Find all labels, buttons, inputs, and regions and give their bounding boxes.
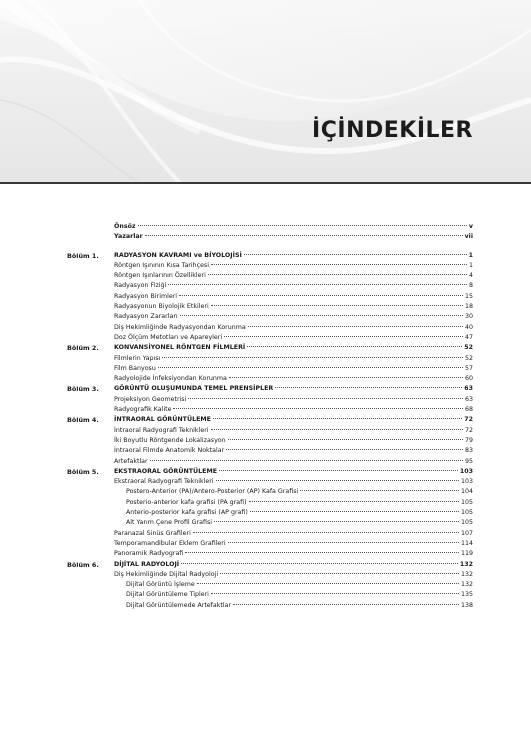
toc-entry — [114, 343, 473, 353]
entry-title: Röntgen Işınlarının Özellikleri — [114, 272, 206, 280]
toc-entry — [114, 312, 473, 322]
section-row — [0, 549, 531, 559]
section-row — [0, 364, 531, 374]
section-row — [0, 539, 531, 549]
section-row — [0, 405, 531, 415]
section-row — [0, 354, 531, 364]
chapter-number: Bölüm 5. — [67, 467, 99, 476]
chapter-row — [0, 251, 531, 261]
entry-title: Radyasyonun Biyolojik Etkileri — [114, 303, 209, 311]
dot-leader — [214, 521, 459, 522]
entry-title: Artefaktlar — [114, 457, 148, 465]
entry-title: Radyasyon Birimleri — [114, 292, 178, 300]
dot-leader — [211, 593, 459, 594]
page-number: 63 — [464, 395, 473, 403]
section-row — [0, 292, 531, 302]
page-number: vii — [464, 233, 473, 241]
page-number: 63 — [464, 385, 473, 393]
section-row — [0, 446, 531, 456]
dot-leader — [173, 408, 463, 409]
toc-entry — [114, 570, 473, 580]
dot-leader — [179, 295, 463, 296]
section-row — [0, 601, 531, 611]
toc-entry — [114, 426, 473, 436]
header-divider — [0, 182, 531, 184]
toc-entry — [126, 580, 473, 590]
entry-title: Radyografik Kalite — [114, 406, 172, 414]
entry-title: Önsöz — [114, 223, 136, 230]
section-row — [0, 395, 531, 405]
section-row — [0, 302, 531, 312]
entry-title: Posterio-anterior kafa grafisi (PA grafi) — [126, 498, 247, 506]
toc-entry — [114, 539, 473, 549]
entry-title: EKSTRAORAL GÖRÜNTÜLEME — [114, 467, 218, 475]
section-row — [0, 518, 531, 528]
page-number: 79 — [464, 436, 473, 444]
entry-title: Postero-Anterior (PA)/Antero-Posterior (AP) Kafa Grafisi — [126, 488, 299, 496]
preface-row — [0, 222, 531, 232]
entry-title: Röntgen Işınının Kısa Tarihçesi — [114, 261, 210, 269]
section-row — [0, 508, 531, 518]
page-number: 1 — [468, 251, 473, 259]
toc-entry — [114, 560, 473, 570]
dot-leader — [158, 367, 463, 368]
dot-leader — [219, 470, 458, 471]
chapter-row — [0, 343, 531, 353]
page-number: 138 — [460, 601, 473, 609]
page-number: 83 — [464, 447, 473, 455]
dot-leader — [229, 377, 463, 378]
dot-leader — [138, 225, 467, 226]
page-number: 105 — [460, 498, 473, 506]
section-row — [0, 590, 531, 600]
decorative-wave-graphic — [0, 0, 531, 183]
page-number: 8 — [468, 282, 473, 290]
entry-title: Anterio-posterior kafa grafisi (AP grafi) — [126, 509, 248, 517]
dot-leader — [213, 418, 462, 419]
page-number: 47 — [464, 333, 473, 341]
toc-entry — [114, 529, 473, 539]
toc-entry — [114, 446, 473, 456]
section-row — [0, 312, 531, 322]
section-row — [0, 281, 531, 291]
chapter-row — [0, 467, 531, 477]
dot-leader — [233, 604, 459, 605]
page-number: 18 — [464, 303, 473, 311]
page-number: 105 — [460, 509, 473, 517]
section-row — [0, 487, 531, 497]
page-number: 103 — [460, 478, 473, 486]
entry-title: Filmlerin Yapısı — [114, 354, 161, 362]
entry-title: Paranazal Sinüs Grafileri — [114, 529, 191, 537]
toc-entry — [114, 384, 473, 394]
page-number: 57 — [464, 364, 473, 372]
page-number: v — [468, 223, 473, 230]
dot-leader — [208, 274, 467, 275]
page-number: 114 — [460, 539, 473, 547]
page-number: 68 — [464, 406, 473, 414]
page-number: 4 — [468, 272, 473, 280]
entry-title: İntraoral Radyografi Teknikleri — [114, 426, 209, 434]
toc-entry — [114, 281, 473, 291]
toc-entry — [114, 415, 473, 425]
toc-entry — [126, 590, 473, 600]
dot-leader — [275, 387, 462, 388]
preface-row — [0, 232, 531, 242]
dot-leader — [193, 532, 459, 533]
toc-entry — [114, 271, 473, 281]
entry-title: GÖRÜNTÜ OLUŞUMUNDA TEMEL PRENSİPLER — [114, 385, 274, 393]
entry-title: Doz Ölçüm Metotları ve Apareyleri — [114, 333, 223, 341]
dot-leader — [180, 315, 463, 316]
toc-entry — [114, 467, 473, 477]
entry-title: Dijital Görüntüleme Tipleri — [126, 591, 209, 599]
dot-leader — [197, 583, 459, 584]
page-number: 132 — [460, 581, 473, 589]
dot-leader — [211, 305, 463, 306]
entry-title: İntraoral Filmde Anatomik Noktalar — [114, 447, 225, 455]
entry-title: Projeksiyon Geometrisi — [114, 395, 187, 403]
chapter-number: Bölüm 4. — [67, 416, 99, 425]
toc-entry — [114, 323, 473, 333]
page-number: 52 — [464, 344, 473, 352]
entry-title: Yazarlar — [114, 233, 143, 241]
page-number: 103 — [459, 467, 473, 475]
entry-title: Radyasyon Fiziği — [114, 282, 167, 290]
toc-entry — [114, 302, 473, 312]
dot-leader — [188, 398, 463, 399]
toc-entry — [114, 549, 473, 559]
section-row — [0, 477, 531, 487]
entry-title: Ekstraoral Radyografi Teknikleri — [114, 478, 214, 486]
entry-title: Dijital Görüntü İşleme — [126, 581, 195, 589]
dot-leader — [250, 511, 459, 512]
section-row — [0, 426, 531, 436]
page-title: İÇİNDEKİLER — [312, 118, 473, 143]
toc-entry — [114, 292, 473, 302]
dot-leader — [249, 501, 459, 502]
toc-entry — [114, 405, 473, 415]
section-row — [0, 498, 531, 508]
page-number: 30 — [464, 313, 473, 321]
table-of-contents — [0, 222, 531, 611]
entry-title: Film Banyosu — [114, 364, 156, 372]
page-number: 40 — [464, 323, 473, 331]
toc-entry — [126, 487, 473, 497]
toc-entry — [126, 498, 473, 508]
dot-leader — [228, 542, 459, 543]
page-number: 1 — [468, 261, 473, 269]
entry-title: Temporamandibular Eklem Grafileri — [114, 539, 226, 547]
toc-entry — [114, 333, 473, 343]
dot-leader — [248, 326, 463, 327]
chapter-number: Bölüm 2. — [67, 344, 99, 353]
chapter-number: Bölüm 1. — [67, 251, 99, 260]
page-number: 60 — [464, 375, 473, 383]
page-header-banner — [0, 0, 531, 183]
page-number: 132 — [460, 570, 473, 578]
toc-entry — [114, 477, 473, 487]
entry-title: Alt Yarım Çene Profil Grafisi — [126, 519, 213, 527]
page-number: 107 — [460, 529, 473, 537]
entry-title: DİJİTAL RADYOLOJİ — [114, 560, 180, 568]
dot-leader — [211, 264, 467, 265]
toc-entry — [126, 601, 473, 611]
section-gap — [0, 243, 531, 251]
page-number: 104 — [460, 488, 473, 496]
section-row — [0, 436, 531, 446]
section-row — [0, 529, 531, 539]
chapter-number: Bölüm 3. — [67, 385, 99, 394]
entry-title: KONVANSİYONEL RÖNTGEN FİLMLERİ — [114, 344, 246, 352]
chapter-number: Bölüm 6. — [67, 560, 99, 569]
toc-entry — [114, 232, 473, 242]
toc-entry — [126, 518, 473, 528]
section-row — [0, 323, 531, 333]
toc-entry — [126, 508, 473, 518]
section-row — [0, 333, 531, 343]
page-number: 15 — [464, 292, 473, 300]
dot-leader — [150, 460, 463, 461]
toc-entry — [114, 395, 473, 405]
dot-leader — [181, 563, 458, 564]
entry-title: Radyolojide İnfeksiyondan Korunma — [114, 375, 227, 383]
page-number: 52 — [464, 354, 473, 362]
toc-entry — [114, 354, 473, 364]
page-number: 119 — [460, 550, 473, 558]
toc-entry — [114, 436, 473, 446]
toc-entry — [114, 251, 473, 261]
entry-title: Diş Hekimliğinde Dijital Radyoloji — [114, 570, 219, 578]
dot-leader — [168, 284, 467, 285]
page-number: 135 — [460, 591, 473, 599]
chapter-row — [0, 560, 531, 570]
dot-leader — [185, 552, 459, 553]
dot-leader — [228, 439, 463, 440]
entry-title: İNTRAORAL GÖRÜNTÜLEME — [114, 416, 211, 424]
section-row — [0, 457, 531, 467]
toc-entry — [114, 364, 473, 374]
chapter-row — [0, 384, 531, 394]
toc-entry — [114, 457, 473, 467]
entry-title: Radyasyon Zararları — [114, 313, 178, 321]
page-number: 95 — [464, 457, 473, 465]
dot-leader — [220, 573, 459, 574]
dot-leader — [216, 480, 459, 481]
dot-leader — [145, 235, 463, 236]
page-number: 72 — [464, 416, 473, 424]
entry-title: İki Boyutlu Röntgende Lokalizasyon — [114, 436, 226, 444]
dot-leader — [162, 357, 463, 358]
section-row — [0, 271, 531, 281]
page-number: 72 — [464, 426, 473, 434]
chapter-row — [0, 415, 531, 425]
page-number: 105 — [460, 519, 473, 527]
dot-leader — [244, 254, 467, 255]
dot-leader — [226, 449, 463, 450]
dot-leader — [224, 336, 463, 337]
page-number: 132 — [459, 560, 473, 568]
entry-title: Diş Hekimliğinde Radyasyondan Korunma — [114, 323, 246, 331]
toc-entry — [114, 222, 473, 232]
section-row — [0, 570, 531, 580]
entry-title: RADYASYON KAVRAMI ve BİYOLOJİSİ — [114, 251, 242, 259]
toc-entry — [114, 261, 473, 271]
section-row — [0, 261, 531, 271]
toc-entry — [114, 374, 473, 384]
entry-title: Panoramik Radyografi — [114, 550, 184, 558]
section-row — [0, 374, 531, 384]
dot-leader — [211, 429, 463, 430]
dot-leader — [247, 346, 462, 347]
section-row — [0, 580, 531, 590]
dot-leader — [300, 490, 459, 491]
entry-title: Dijital Görüntülemede Artefaktlar — [126, 601, 232, 609]
